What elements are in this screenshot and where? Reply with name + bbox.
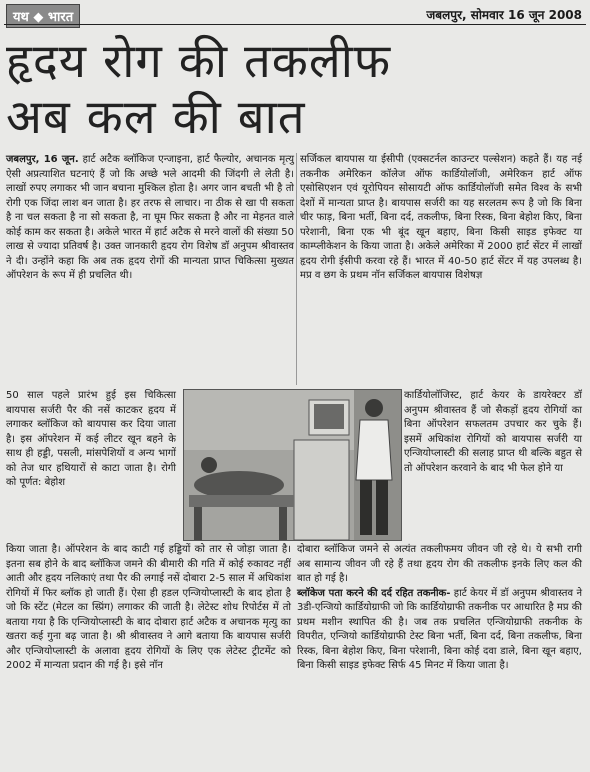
column-right-of-photo [404,389,582,476]
lower-columns [6,543,582,674]
paragraph-2: सर्जिकल बायपास या ईसीपी (एक्सटर्नल काउन्टर पल्सेशन) कहते हैं। यह नई तकनीक अमेरिकन कॉलेज ऑफ कार्डियोलॉजी, अमेरिकन हार्ट ऑफ एसोसिएशन एवं यूरोपियन सोसायटी ऑफ कार्डियोलॉजी समेत विश्व के सभी देशों में मान्यता प्राप्त है। बायपास सर्जरी का यह सरलतम रूप है जो कि बिना चीर फाड़, बिना भर्ती, बिना दर्द, तकलीफ, बिना रिस्क, बिना बेहोश किए, बिना परेशानी, बिना एक भी बूंद खून बहाए, बिना किसी साइड इफेक्ट या काम्प्लीकेशन के किया जाता है। अकेले अमेरिका में 2000 हार्ट सेंटर में लाखों हृदय रोगी ईसीपी करवा रहे हैं। भारत में 40-50 हार्ट सेंटर में यह उपलब्ध है। मप्र व छग के प्रथम नॉन सर्जिकल बायपास विशेषज्ञ [300,154,582,281]
paragraph-3: कार्डियोलॉजिस्ट, हार्ट केयर के डायरेक्टर डॉ अनुपम श्रीवास्तव हैं जो सैकड़ों हृदय रोगियों का बिना ऑपरेशन सफलतम उपचार कर चुके हैं। इसमें अधिकांश रोगियों को बायपास सर्जरी या एन्जियोप्लास्टी की सलाह प्राप्त थी बल्कि बहुत से तो ऑपरेशन करवाने के बाद भी फेल होने या [404,390,582,474]
column-lower-left [6,543,291,674]
subheading: ब्लॉकेज पता करने की दर्द रहित तकनीक- [297,587,451,599]
paragraph-5: किया जाता है। ऑपरेशन के बाद काटी गई हड्डियों को तार से जोड़ा जाता है। इतना सब होने के बाद ब्लॉकिज जमने की बीमारी की गति में कोई रुकावट नहीं आती और हृदय नलिकाएं तथा पैर की लगाई नसें दोबारा 2-5 साल में अधिकांश रोगियों में फिर ब्लॉक हो जाती हैं। ऐसा ही हडल एन्जियोप्लास्टी के बाद होता है जो कि स्टेंट (मेटल का स्प्रिंग) लगाकर की जाती है। लेटेस्ट शोध रिपोर्टस में तो बताया गया है कि एन्जियोप्लास्टी के बाद दोबारा हार्ट अटैक व अचानक मृत्यु का खतरा कई गुना बढ़ जाता है। श्री श्रीवास्तव ने आगे बताया कि बायपास सर्जरी और एन्जियोप्लास्टी के अलावा हृदय रोगियों के लिए एक लेटेस्ट ट्रीटमेंट को 2002 में मान्यता प्रदान की गई है। इसे नॉन [6,544,291,671]
paragraph-7-text: हार्ट केयर में डॉ अनुपम श्रीवास्तव ने 3डी-एन्जियो कार्डियोग्राफी जो कि कार्डियोग्राफी तकनीक पर आधारित है मप्र की प्रथम मशीन स्थापित की है। जब तक प्रचलित एन्जियोग्राफी तकनीक के विपरीत, एन्जियो कार्डियोग्राफी टेस्ट बिना भर्ती, बिना दर्द, बिना तकलीफ, बिना रिस्क, बिना बेहोश किए, बिना परेशानी, बिना कोई दवा डाले, बिना खून बहाए, बिना किसी साइड इफेक्ट सिर्फ 45 मिनट में किया जाता है। [297,587,582,671]
masthead-rule [4,24,586,25]
headline-line-1: हृदय रोग की तकलीफ [6,34,392,89]
column-divider [296,153,297,385]
article-dateline: जबलपुर, 16 जून. [6,154,79,165]
issue-dateline: जबलपुर, सोमवार 16 जून 2008 [426,8,582,22]
clinic-photo [183,389,402,541]
headline-line-2: अब कल की बात [6,90,306,145]
paragraph-1-text: हार्ट अटैक ब्लॉकिज एन्जाइना, हार्ट फैल्योर, अचानक मृत्यु ऐसी अप्रत्याशित घटनाएं हैं जो कि अच्छे भले आदमी की जिंदगी ले लेती है। लाखों रुपए लगाकर भी जान बचाना मुश्किल होता है। अगर जान बचती भी है तो रोगी एक जिंदा लाश बन जाता है। हर तरफ से लाचार। ना ठीक से खा पी सकता है ना चल सकता है ना सो सकता है, ना घूम फिर सकता है और ना मेहनत वाले कोई काम कर सकता है। अकेले भारत में हार्ट अटैक से मरने वालों की संख्या 50 लाख से ज्यादा प्रतिवर्ष है। उक्त जानकारी हृदय रोग विशेष डॉ अनुपम श्रीवास्तव ने दी। उन्होंने कहा कि अब तक हृदय रोगों की मान्यता प्राप्त चिकित्सा मुख्यत ऑपरेशन के रूप में ही प्रचलित थी। [6,154,294,281]
paragraph-6: दोबारा ब्लॉकिज जमने से अत्यंत तकलीफमय जीवन जी रहे थे। ये सभी रागी अब सामान्य जीवन जी रहे हैं तथा हृदय रोग की तकलीफ इनके लिए कल की बात हो गई है। [297,544,582,584]
clinic-photo-illustration [184,390,401,540]
column-lower-right [297,543,582,674]
masthead [6,4,582,26]
column-2 [300,153,582,284]
lower-section [6,543,582,674]
newspaper-logo: यथ ◆ भारत [6,4,80,28]
paragraph-4: 50 साल पहले प्रारंभ हुई इस चिकित्सा बायपास सर्जरी पैर की नसें काटकर हृदय में लगाकर ब्लॉकिज को बायपास कर दिया जाता है। इस ऑपरेशन में कई लीटर खून बहने के साथ ही हड्डी, पसली, मांसपेशियों व अन्य भागों को तेज धार हथियारों से काटा जाता है। रोगी को पूर्णत: बेहोश [6,390,176,488]
column-1 [6,153,294,284]
paragraph-7 [297,587,582,674]
paragraph-1 [6,153,294,284]
headline [6,34,582,146]
column-left-of-photo [6,389,176,491]
